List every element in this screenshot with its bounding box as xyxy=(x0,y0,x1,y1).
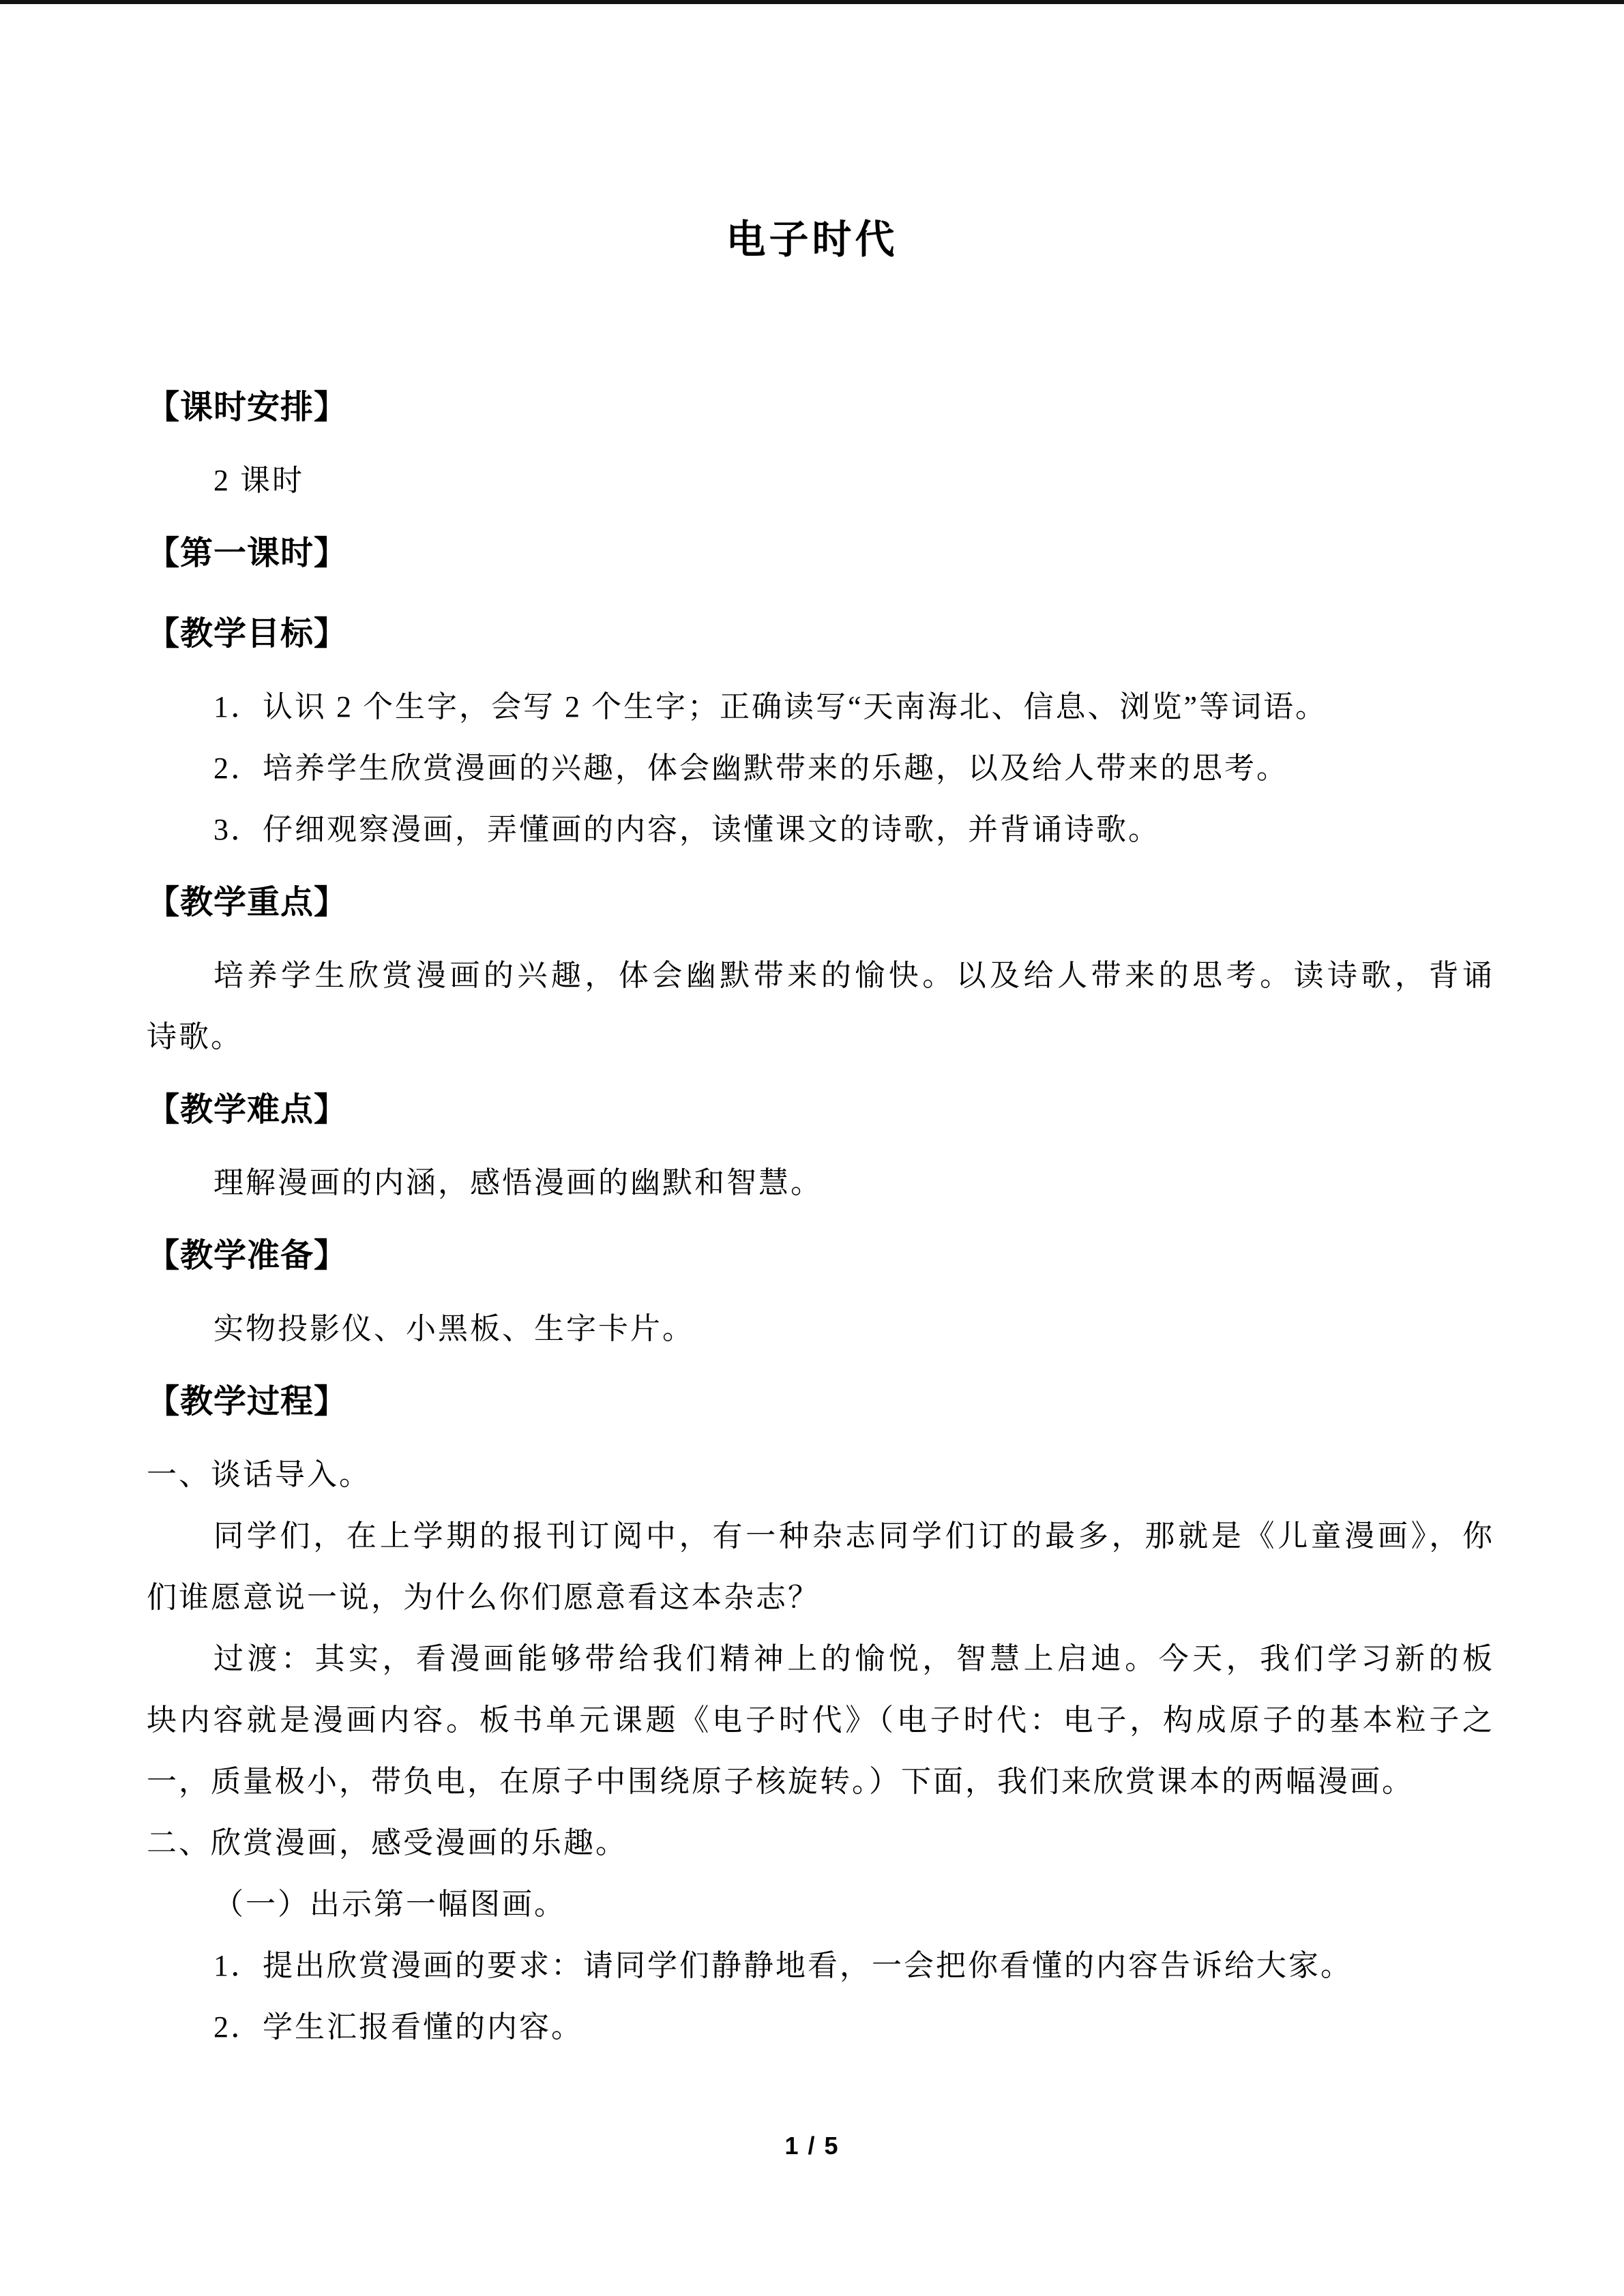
body-line: 1．认识 2 个生字，会写 2 个生字；正确读写“天南海北、信息、浏览”等词语。 xyxy=(213,690,1328,724)
body-line: 块内容就是漫画内容。板书单元课题《电子时代》（电子时代：电子，构成原子的基本粒子之 xyxy=(147,1703,1494,1737)
body-line: 诗歌。 xyxy=(147,1020,243,1054)
body-line: 2．培养学生欣赏漫画的兴趣，体会幽默带来的乐趣，以及给人带来的思考。 xyxy=(213,751,1288,785)
body-line: 过渡：其实，看漫画能够带给我们精神上的愉悦，智慧上启迪。今天，我们学习新的板 xyxy=(213,1642,1494,1675)
section-heading: 【第一课时】 xyxy=(147,535,348,571)
section-heading: 【教学准备】 xyxy=(147,1238,348,1274)
body-line: 们谁愿意说一说，为什么你们愿意看这本杂志？ xyxy=(147,1581,820,1614)
section-heading: 【教学过程】 xyxy=(147,1384,348,1420)
body-line: 一、谈话导入。 xyxy=(147,1458,371,1491)
page-number: 1 / 5 xyxy=(784,2132,840,2160)
body-line: （一）出示第一幅图画。 xyxy=(213,1888,566,1921)
body-line: 二、欣赏漫画，感受漫画的乐趣。 xyxy=(147,1826,628,1860)
section-heading: 【教学目标】 xyxy=(147,616,348,652)
body-line: 一，质量极小，带负电，在原子中围绕原子核旋转。）下面，我们来欣赏课本的两幅漫画。 xyxy=(147,1765,1414,1798)
body-line: 同学们，在上学期的报刊订阅中，有一种杂志同学们订的最多，那就是《儿童漫画》，你 xyxy=(213,1519,1494,1553)
body-line: 实物投影仪、小黑板、生字卡片。 xyxy=(213,1312,694,1345)
document-title: 电子时代 xyxy=(726,218,898,262)
body-line: 1．提出欣赏漫画的要求：请同学们静静地看，一会把你看懂的内容告诉给大家。 xyxy=(213,1949,1353,1982)
section-heading: 【课时安排】 xyxy=(147,389,348,426)
body-line: 2 课时 xyxy=(213,464,304,497)
body-line: 3．仔细观察漫画，弄懂画的内容，读懂课文的诗歌，并背诵诗歌。 xyxy=(213,813,1160,846)
section-heading: 【教学重点】 xyxy=(147,884,348,921)
body-line: 2．学生汇报看懂的内容。 xyxy=(213,2010,583,2044)
page-top-border xyxy=(0,0,1624,4)
body-line: 理解漫画的内涵，感悟漫画的幽默和智慧。 xyxy=(213,1166,823,1199)
body-line: 培养学生欣赏漫画的兴趣，体会幽默带来的愉快。以及给人带来的思考。读诗歌，背诵 xyxy=(213,959,1494,992)
section-heading: 【教学难点】 xyxy=(147,1092,348,1128)
document-body xyxy=(147,370,1494,2058)
